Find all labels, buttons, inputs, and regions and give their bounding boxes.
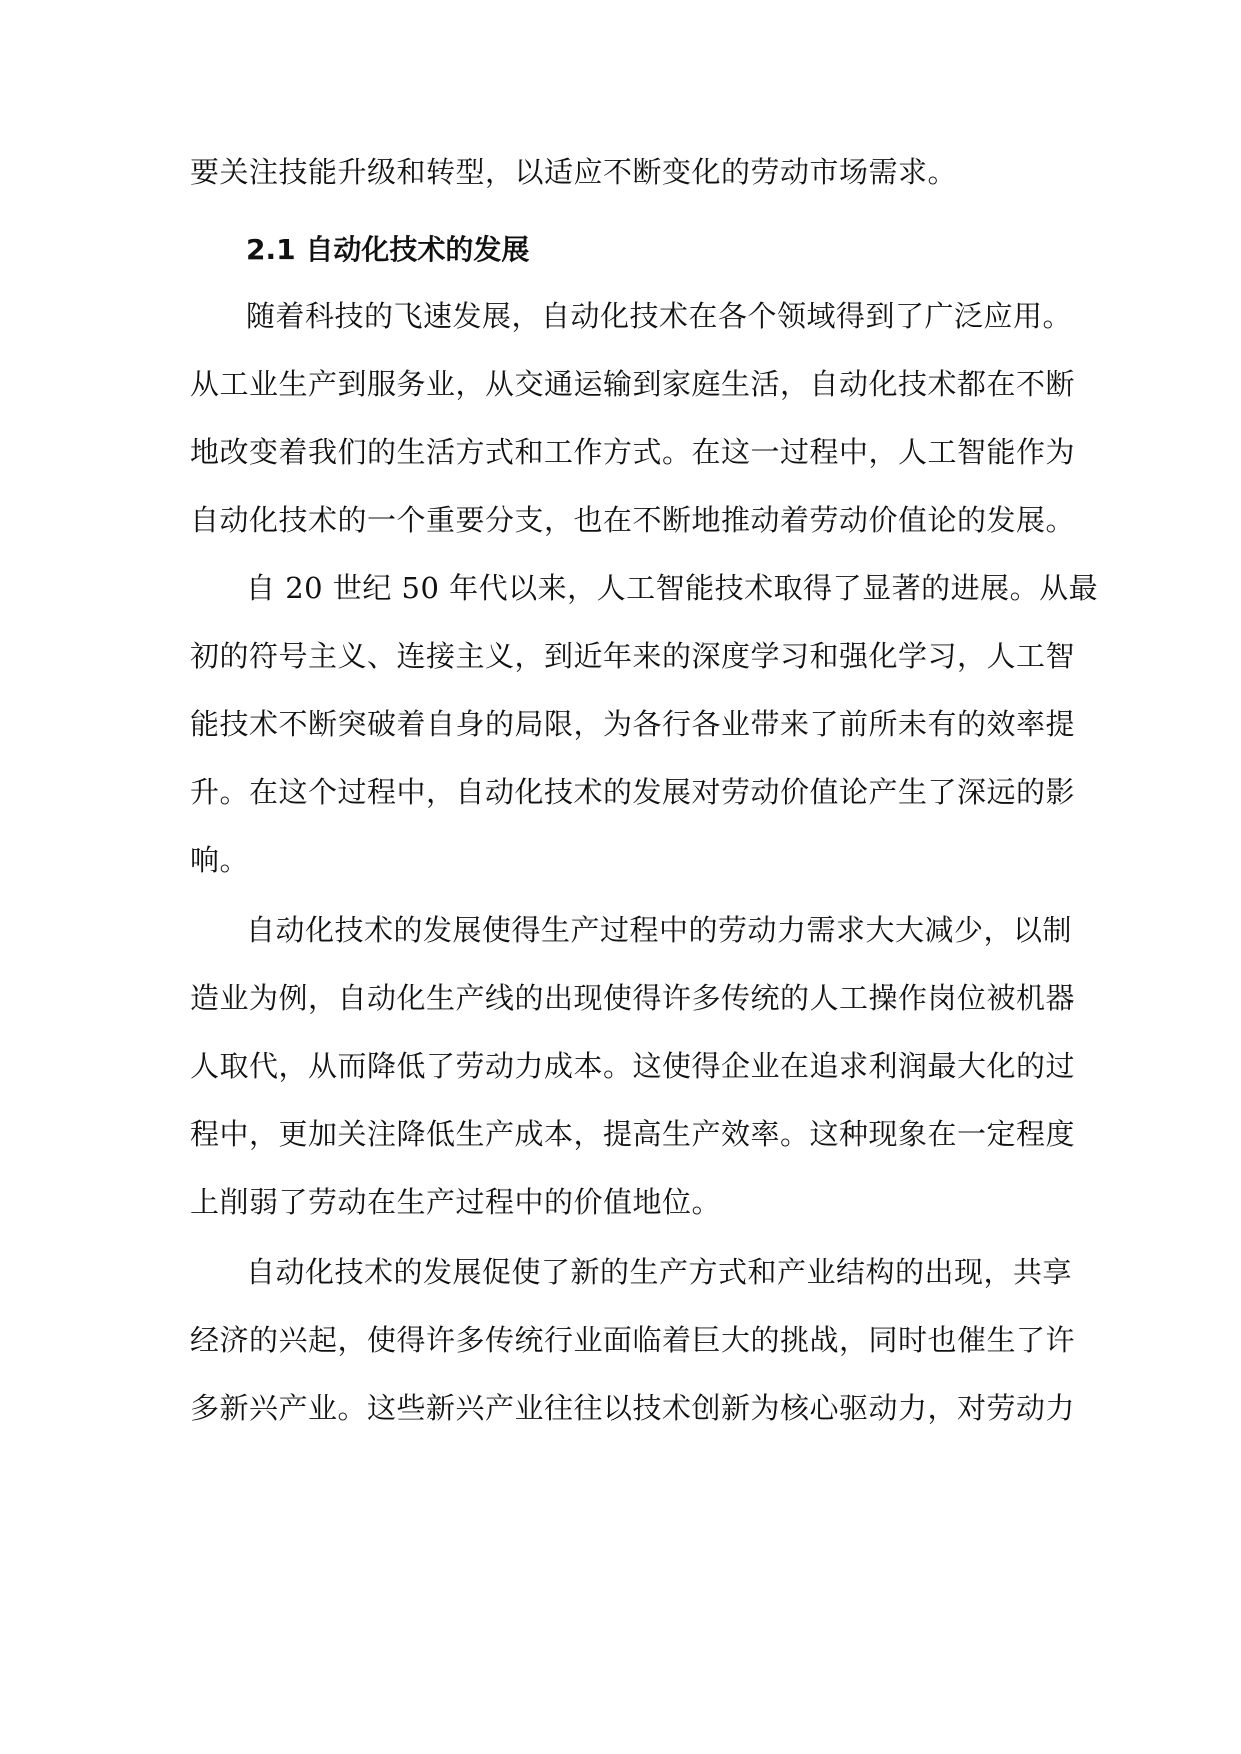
body-text-line: 造业为例，自动化生产线的出现使得许多传统的人工操作岗位被机器 xyxy=(190,981,1076,1015)
body-text-line: 自动化技术的发展使得生产过程中的劳动力需求大大减少，以制 xyxy=(246,913,1073,947)
body-text-line: 响。 xyxy=(190,843,250,877)
body-text-line: 要关注技能升级和转型，以适应不断变化的劳动市场需求。 xyxy=(190,155,958,189)
body-text-line: 从工业生产到服务业，从交通运输到家庭生活，自动化技术都在不断 xyxy=(190,367,1076,401)
body-text-line: 自 20 世纪 50 年代以来，人工智能技术取得了显著的进展。从最 xyxy=(246,571,1099,605)
body-text-line: 随着科技的飞速发展，自动化技术在各个领域得到了广泛应用。 xyxy=(246,299,1073,333)
body-text-line: 程中，更加关注降低生产成本，提高生产效率。这种现象在一定程度 xyxy=(190,1117,1076,1151)
body-text-line: 自动化技术的发展促使了新的生产方式和产业结构的出现，共享 xyxy=(246,1255,1073,1289)
body-text-line: 初的符号主义、连接主义，到近年来的深度学习和强化学习，人工智 xyxy=(190,639,1076,673)
section-heading: 2.1 自动化技术的发展 xyxy=(246,233,530,266)
body-text-line: 上削弱了劳动在生产过程中的价值地位。 xyxy=(190,1185,722,1219)
body-text-line: 能技术不断突破着自身的局限，为各行各业带来了前所未有的效率提 xyxy=(190,707,1076,741)
body-text-line: 经济的兴起，使得许多传统行业面临着巨大的挑战，同时也催生了许 xyxy=(190,1323,1076,1357)
body-text-line: 升。在这个过程中，自动化技术的发展对劳动价值论产生了深远的影 xyxy=(190,775,1076,809)
body-text-line: 人取代，从而降低了劳动力成本。这使得企业在追求利润最大化的过 xyxy=(190,1049,1076,1083)
body-text-line: 地改变着我们的生活方式和工作方式。在这一过程中，人工智能作为 xyxy=(190,435,1076,469)
body-text-line: 多新兴产业。这些新兴产业往往以技术创新为核心驱动力，对劳动力 xyxy=(190,1391,1076,1425)
body-text-line: 自动化技术的一个重要分支，也在不断地推动着劳动价值论的发展。 xyxy=(190,503,1076,537)
